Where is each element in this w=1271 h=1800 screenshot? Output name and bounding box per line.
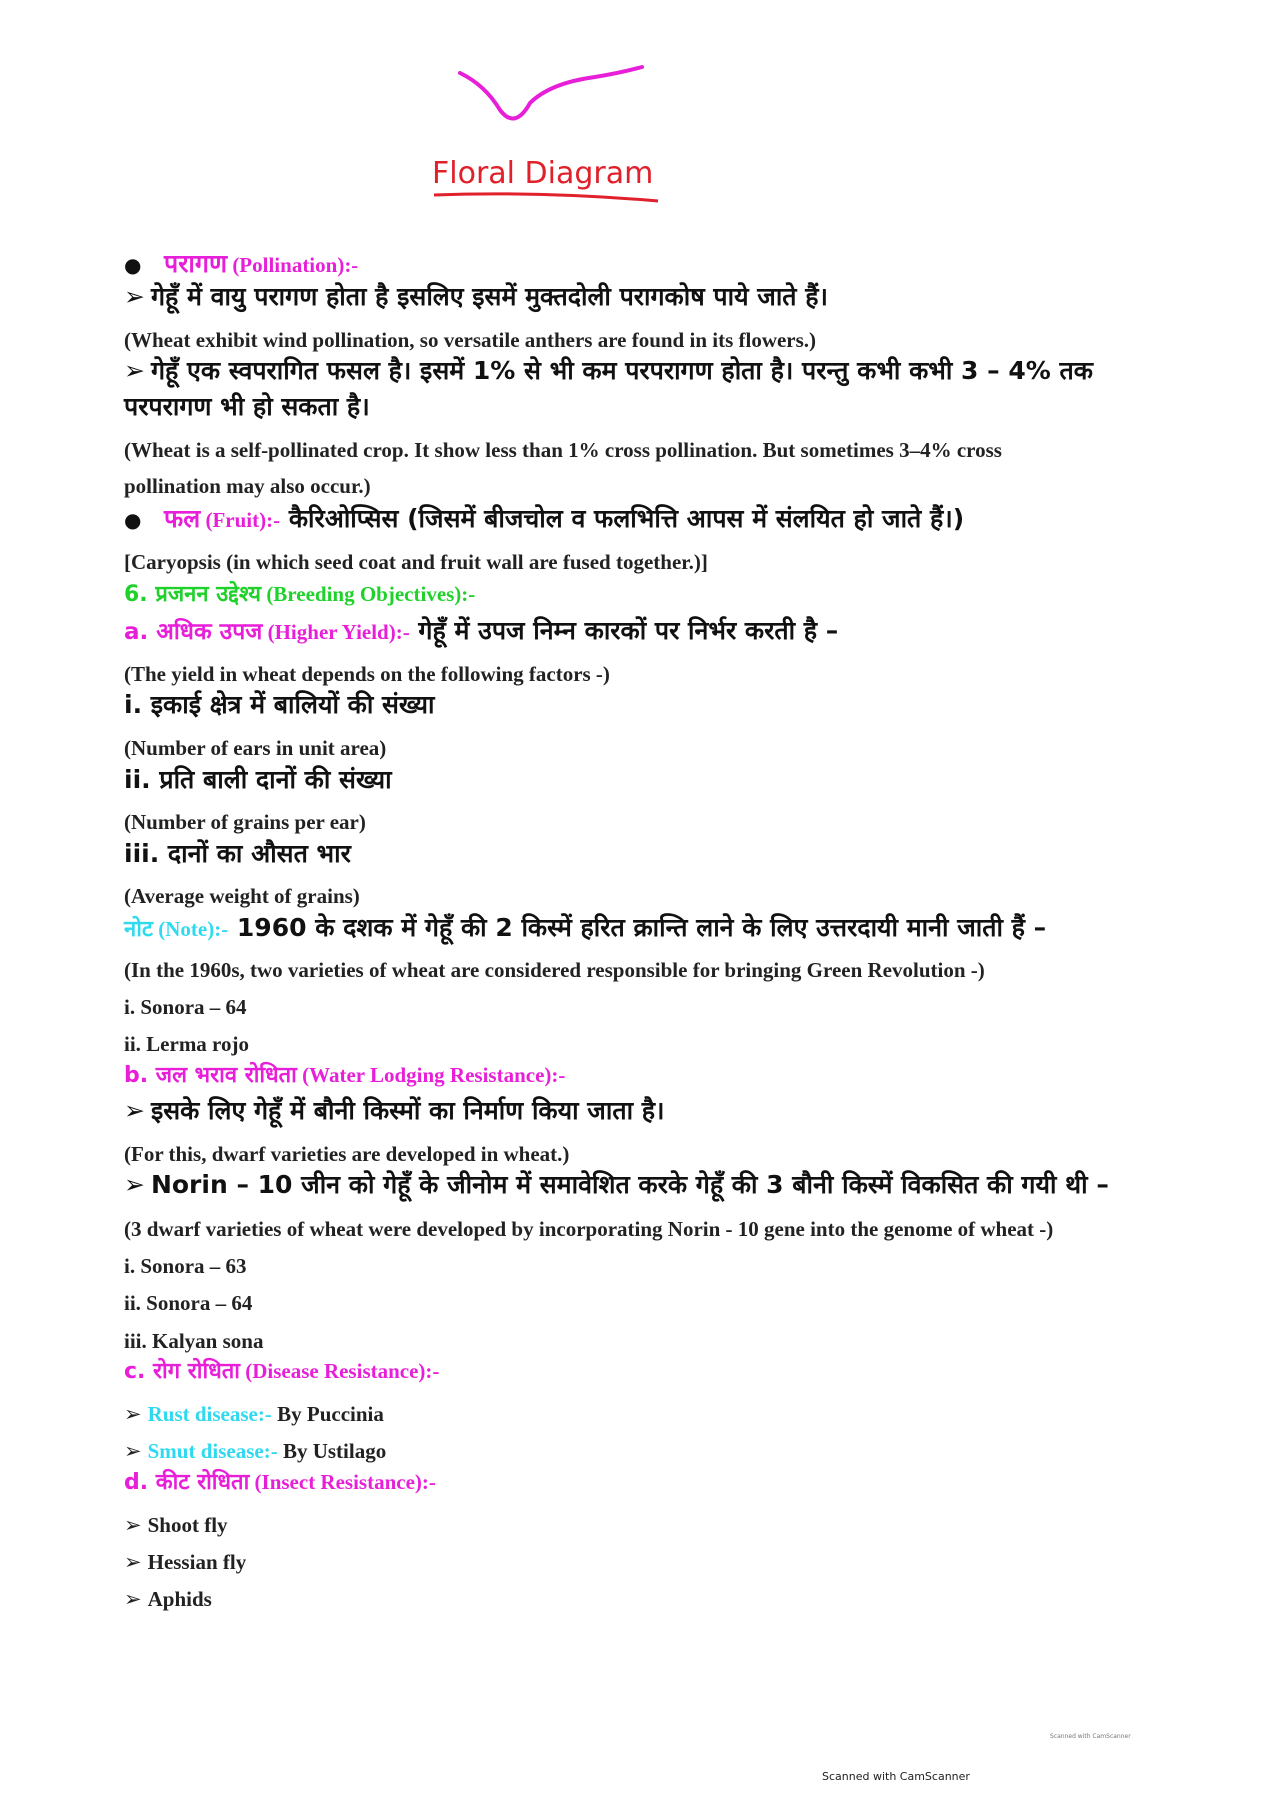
arrow-bullet-icon: ➢ [124, 282, 145, 311]
note-heading [124, 914, 1046, 943]
floral-diagram-sketch [420, 55, 740, 215]
disease-rust-item [124, 1402, 384, 1426]
arrow-bullet-icon: ➢ [124, 1096, 145, 1125]
yield-factor-1-hi: i. इकाई क्षेत्र में बालियों की संख्या [124, 690, 435, 719]
bullet-dot: ● [124, 508, 142, 532]
arrow-bullet-icon: ➢ [124, 1439, 142, 1463]
fruit-text-hi: कैरिओप्सिस (जिसमें बीजचोल व फलभित्ति आपस में संलयित हो जाते हैं।) [280, 504, 965, 533]
yield-text-en: (The yield in wheat depends on the following factors -) [124, 662, 610, 686]
insect-item-3: ➢ Aphids [124, 1587, 212, 1611]
camscanner-watermark: Scanned with CamScanner [822, 1770, 970, 1783]
note-variety-1: i. Sonora – 64 [124, 995, 247, 1019]
arrow-bullet-icon: ➢ [124, 1513, 142, 1537]
pollination-point-1-hi: ➢ गेहूँ में वायु परागण होता है इसलिए इसमें मुक्तदोली परागकोष पाये जाते हैं। [124, 282, 828, 311]
lodging-point-2-hi: ➢ Norin – 10 जीन को गेहूँ के जीनोम में समावेशित करके गेहूँ की 3 बौनी किस्में विकसित की गयी थी – [124, 1170, 1109, 1199]
note-text-hi: 1960 के दशक में गेहूँ की 2 किस्में हरित क्रान्ति लाने के लिए उत्तरदायी मानी जाती हैं – [228, 913, 1047, 942]
pollination-heading [124, 250, 358, 279]
yield-text-hi: गेहूँ में उपज निम्न कारकों पर निर्भर करती है – [409, 616, 839, 645]
rust-text: By Puccinia [271, 1402, 384, 1426]
pollination-title-en: (Pollination):- [227, 253, 359, 277]
arrow-bullet-icon: ➢ [124, 356, 145, 385]
insect-item-1: ➢ Shoot fly [124, 1513, 228, 1537]
yield-factor-3-hi: iii. दानों का औसत भार [124, 839, 351, 868]
arrow-bullet-icon: ➢ [124, 1587, 142, 1611]
floral-diagram-label: Floral Diagram [432, 156, 654, 191]
yield-heading [124, 617, 838, 646]
label-underline [434, 194, 658, 201]
pollination-point-2-hi-cont: परपरागण भी हो सकता है। [124, 392, 370, 421]
arrow-bullet-icon: ➢ [124, 1550, 142, 1574]
disease-heading [124, 1359, 439, 1384]
breeding-title-hi: 6. प्रजनन उद्देश्य [124, 582, 262, 607]
pollination-point-2-en: (Wheat is a self-pollinated crop. It show less than 1% cross pollination. But sometimes 3–4% cross [124, 438, 1002, 462]
disease-smut-item [124, 1439, 386, 1463]
rust-label: Rust disease:- [147, 1402, 272, 1426]
insect-title-hi: d. कीट रोधिता [124, 1470, 250, 1495]
arrow-bullet-icon: ➢ [124, 1170, 145, 1199]
fruit-heading [124, 505, 964, 534]
lodging-point-1-hi: ➢ इसके लिए गेहूँ में बौनी किस्मों का निर्माण किया जाता है। [124, 1096, 665, 1125]
breeding-heading [124, 582, 475, 607]
pollination-point-2-en-cont: pollination may also occur.) [124, 474, 371, 498]
note-title-en: (Note):- [153, 917, 229, 941]
note-text-en: (In the 1960s, two varieties of wheat are considered responsible for bringing Green Revolution -) [124, 958, 985, 982]
lodging-point-1-en: (For this, dwarf varieties are developed in wheat.) [124, 1142, 570, 1166]
insect-item-2: ➢ Hessian fly [124, 1550, 247, 1574]
bullet-dot: ● [124, 253, 142, 277]
note-title-hi: नोट [124, 917, 153, 942]
lodging-heading [124, 1063, 565, 1088]
yield-title-en: (Higher Yield):- [262, 620, 410, 644]
yield-factor-3-en: (Average weight of grains) [124, 884, 360, 908]
lodging-variety-3: iii. Kalyan sona [124, 1329, 264, 1353]
pollination-point-1-en: (Wheat exhibit wind pollination, so versatile anthers are found in its flowers.) [124, 328, 817, 352]
disease-title-en: (Disease Resistance):- [239, 1359, 440, 1383]
note-variety-2: ii. Lerma rojo [124, 1032, 249, 1056]
smut-text: By Ustilago [277, 1439, 387, 1463]
arrow-bullet-icon: ➢ [124, 1402, 142, 1426]
lodging-title-en: (Water Lodging Resistance):- [296, 1063, 566, 1087]
smut-label: Smut disease:- [147, 1439, 278, 1463]
sketch-curve [460, 67, 642, 119]
yield-factor-2-hi: ii. प्रति बाली दानों की संख्या [124, 765, 392, 794]
insect-heading [124, 1470, 436, 1495]
fruit-title-en: (Fruit):- [200, 508, 281, 532]
yield-factor-1-en: (Number of ears in unit area) [124, 736, 387, 760]
insect-title-en: (Insect Resistance):- [249, 1470, 436, 1494]
pollination-title-hi: परागण [164, 249, 228, 278]
lodging-point-2-en: (3 dwarf varieties of wheat were developed by incorporating Norin - 10 gene into the genome of wheat -) [124, 1217, 1054, 1241]
camscanner-watermark-small: Scanned with CamScanner [1050, 1733, 1131, 1740]
breeding-title-en: (Breeding Objectives):- [261, 582, 476, 606]
pollination-point-2-hi: ➢ गेहूँ एक स्वपरागित फसल है। इसमें 1% से भी कम परपरागण होता है। परन्तु कभी कभी 3 – 4% तक [124, 356, 1093, 385]
lodging-title-hi: b. जल भराव रोधिता [124, 1063, 297, 1088]
disease-title-hi: c. रोग रोधिता [124, 1359, 240, 1384]
yield-factor-2-en: (Number of grains per ear) [124, 810, 366, 834]
lodging-variety-1: i. Sonora – 63 [124, 1254, 247, 1278]
lodging-variety-2: ii. Sonora – 64 [124, 1291, 253, 1315]
yield-title-hi: a. अधिक उपज [124, 619, 263, 645]
fruit-title-hi: फल [164, 504, 201, 533]
fruit-text-en: [Caryopsis (in which seed coat and fruit wall are fused together.)] [124, 550, 708, 574]
